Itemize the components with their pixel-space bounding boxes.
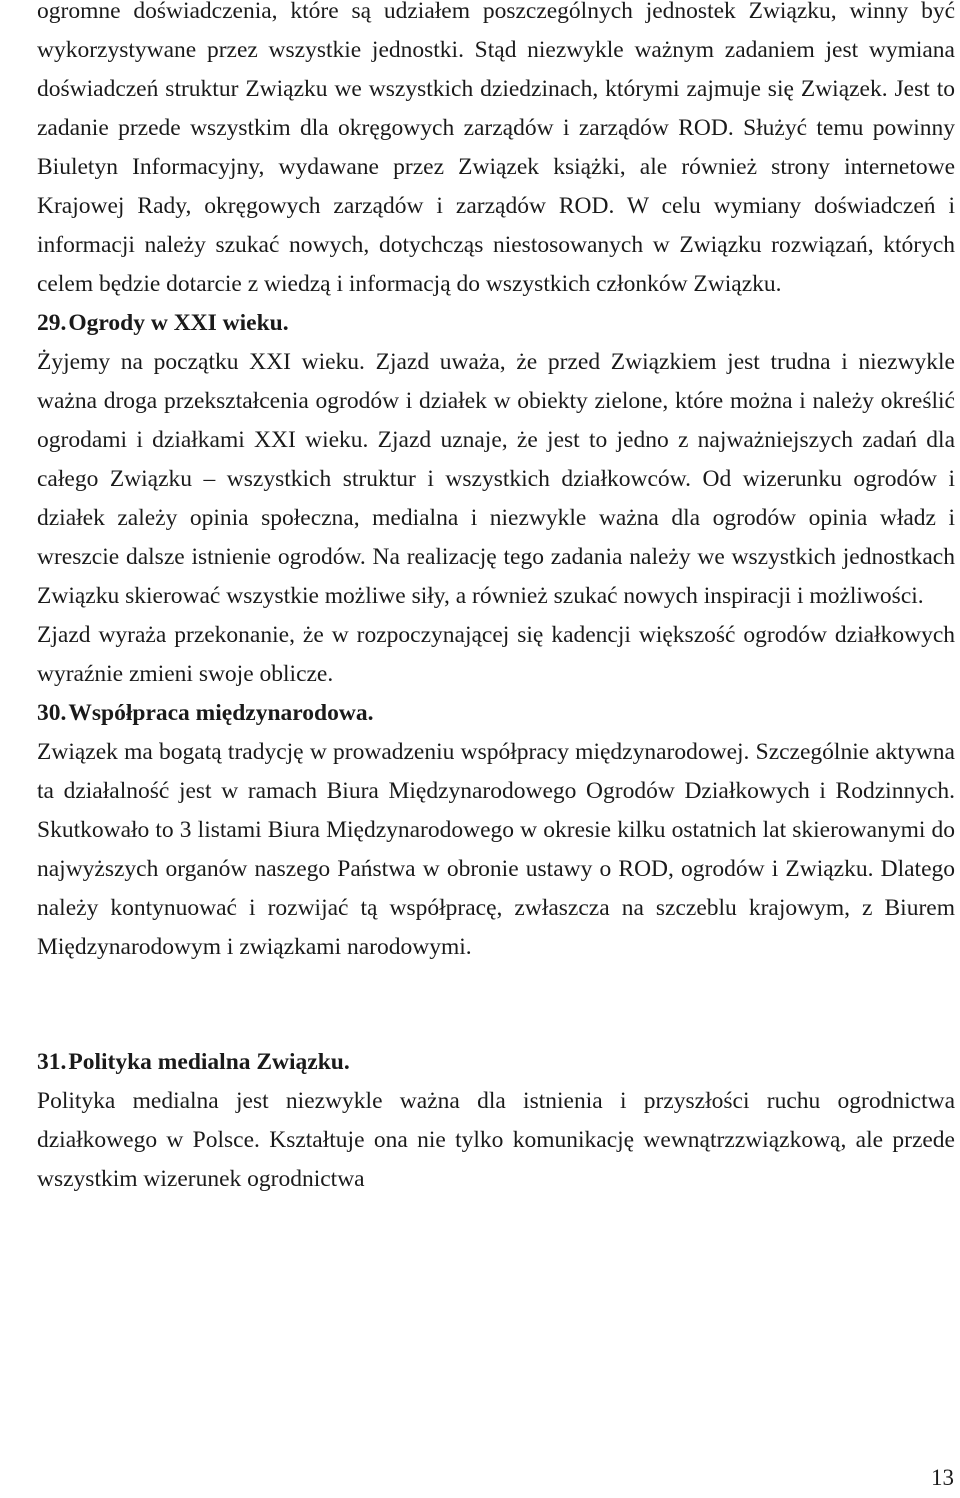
section-heading-29	[37, 304, 955, 343]
section-heading-30	[37, 694, 955, 733]
section-number: 31.	[37, 1049, 67, 1075]
section-number: 30.	[37, 700, 67, 726]
section-heading-31	[37, 1043, 955, 1082]
paragraph-intro: ogromne doświadczenia, które są udziałem poszczególnych jednostek Związku, winny być wykorzystywane przez wszystkie jednostki. Stąd niezwykle ważnym zadaniem jest wymiana doświadczeń struktur Związku we wszystkich dziedzinach, którymi zajmuje się Związek. Jest to zadanie przede wszystkim dla okręgowych zarządów i zarządów ROD. Służyć temu powinny Biuletyn Informacyjny, wydawane przez Związek książki, ale również strony internetowe Krajowej Rady, okręgowych zarządów i zarządów ROD. W celu wymiany doświadczeń i informacji należy szukać nowych, dotychcząs niestosowanych w Związku rozwiązań, których celem będzie dotarcie z wiedzą i informacją do wszystkich członków Związku.	[37, 0, 955, 297]
paragraph-30-1: Związek ma bogatą tradycję w prowadzeniu współpracy międzynarodowej. Szczególnie aktywna ta działalność jest w ramach Biura Międzynarodowego Ogrodów Działkowych i Rodzinnych. Skutkowało to 3 listami Biura Międzynarodowego w okresie kilku ostatnich lat skierowanymi do najwyższych organów naszego Państwa w obronie ustawy o ROD, ogrodów i Związku. Dlatego należy kontynuować i rozwijać tą współpracę, zwłaszcza na szczeblu krajowym, z Biurem Międzynarodowym i związkami narodowymi.	[37, 739, 955, 960]
section-title: Polityka medialna Związku.	[68, 1049, 350, 1075]
page-number: 13	[931, 1465, 954, 1490]
section-title: Współpraca międzynarodowa.	[68, 700, 374, 726]
document-page	[37, 0, 955, 1199]
section-number: 29.	[37, 310, 67, 336]
paragraph-31-1: Polityka medialna jest niezwykle ważna dla istnienia i przyszłości ruchu ogrodnictwa działkowego w Polsce. Kształtuje ona nie tylko komunikację wewnątrzzwiązkową, ale przede wszystkim wizerunek ogrodnictwa	[37, 1088, 955, 1192]
paragraph-29-2: Zjazd wyraża przekonanie, że w rozpoczynającej się kadencji większość ogrodów działkowych wyraźnie zmieni swoje oblicze.	[37, 622, 955, 687]
section-title: Ogrody w XXI wieku.	[68, 310, 289, 336]
paragraph-29-1: Żyjemy na początku XXI wieku. Zjazd uważa, że przed Związkiem jest trudna i niezwykle ważna droga przekształcenia ogrodów i działek w obiekty zielone, które można i należy określić ogrodami i działkami XXI wieku. Zjazd uznaje, że jest to jedno z najważniejszych zadań dla całego Związku – wszystkich struktur i wszystkich działkowców. Od wizerunku ogrodów i działek zależy opinia społeczna, medialna i niezwykle ważna dla ogrodów opinia władz i wreszcie dalsze istnienie ogrodów. Na realizację tego zadania należy we wszystkich jednostkach Związku skierować wszystkie możliwe siły, a również szukać nowych inspiracji i możliwości.	[37, 349, 955, 609]
